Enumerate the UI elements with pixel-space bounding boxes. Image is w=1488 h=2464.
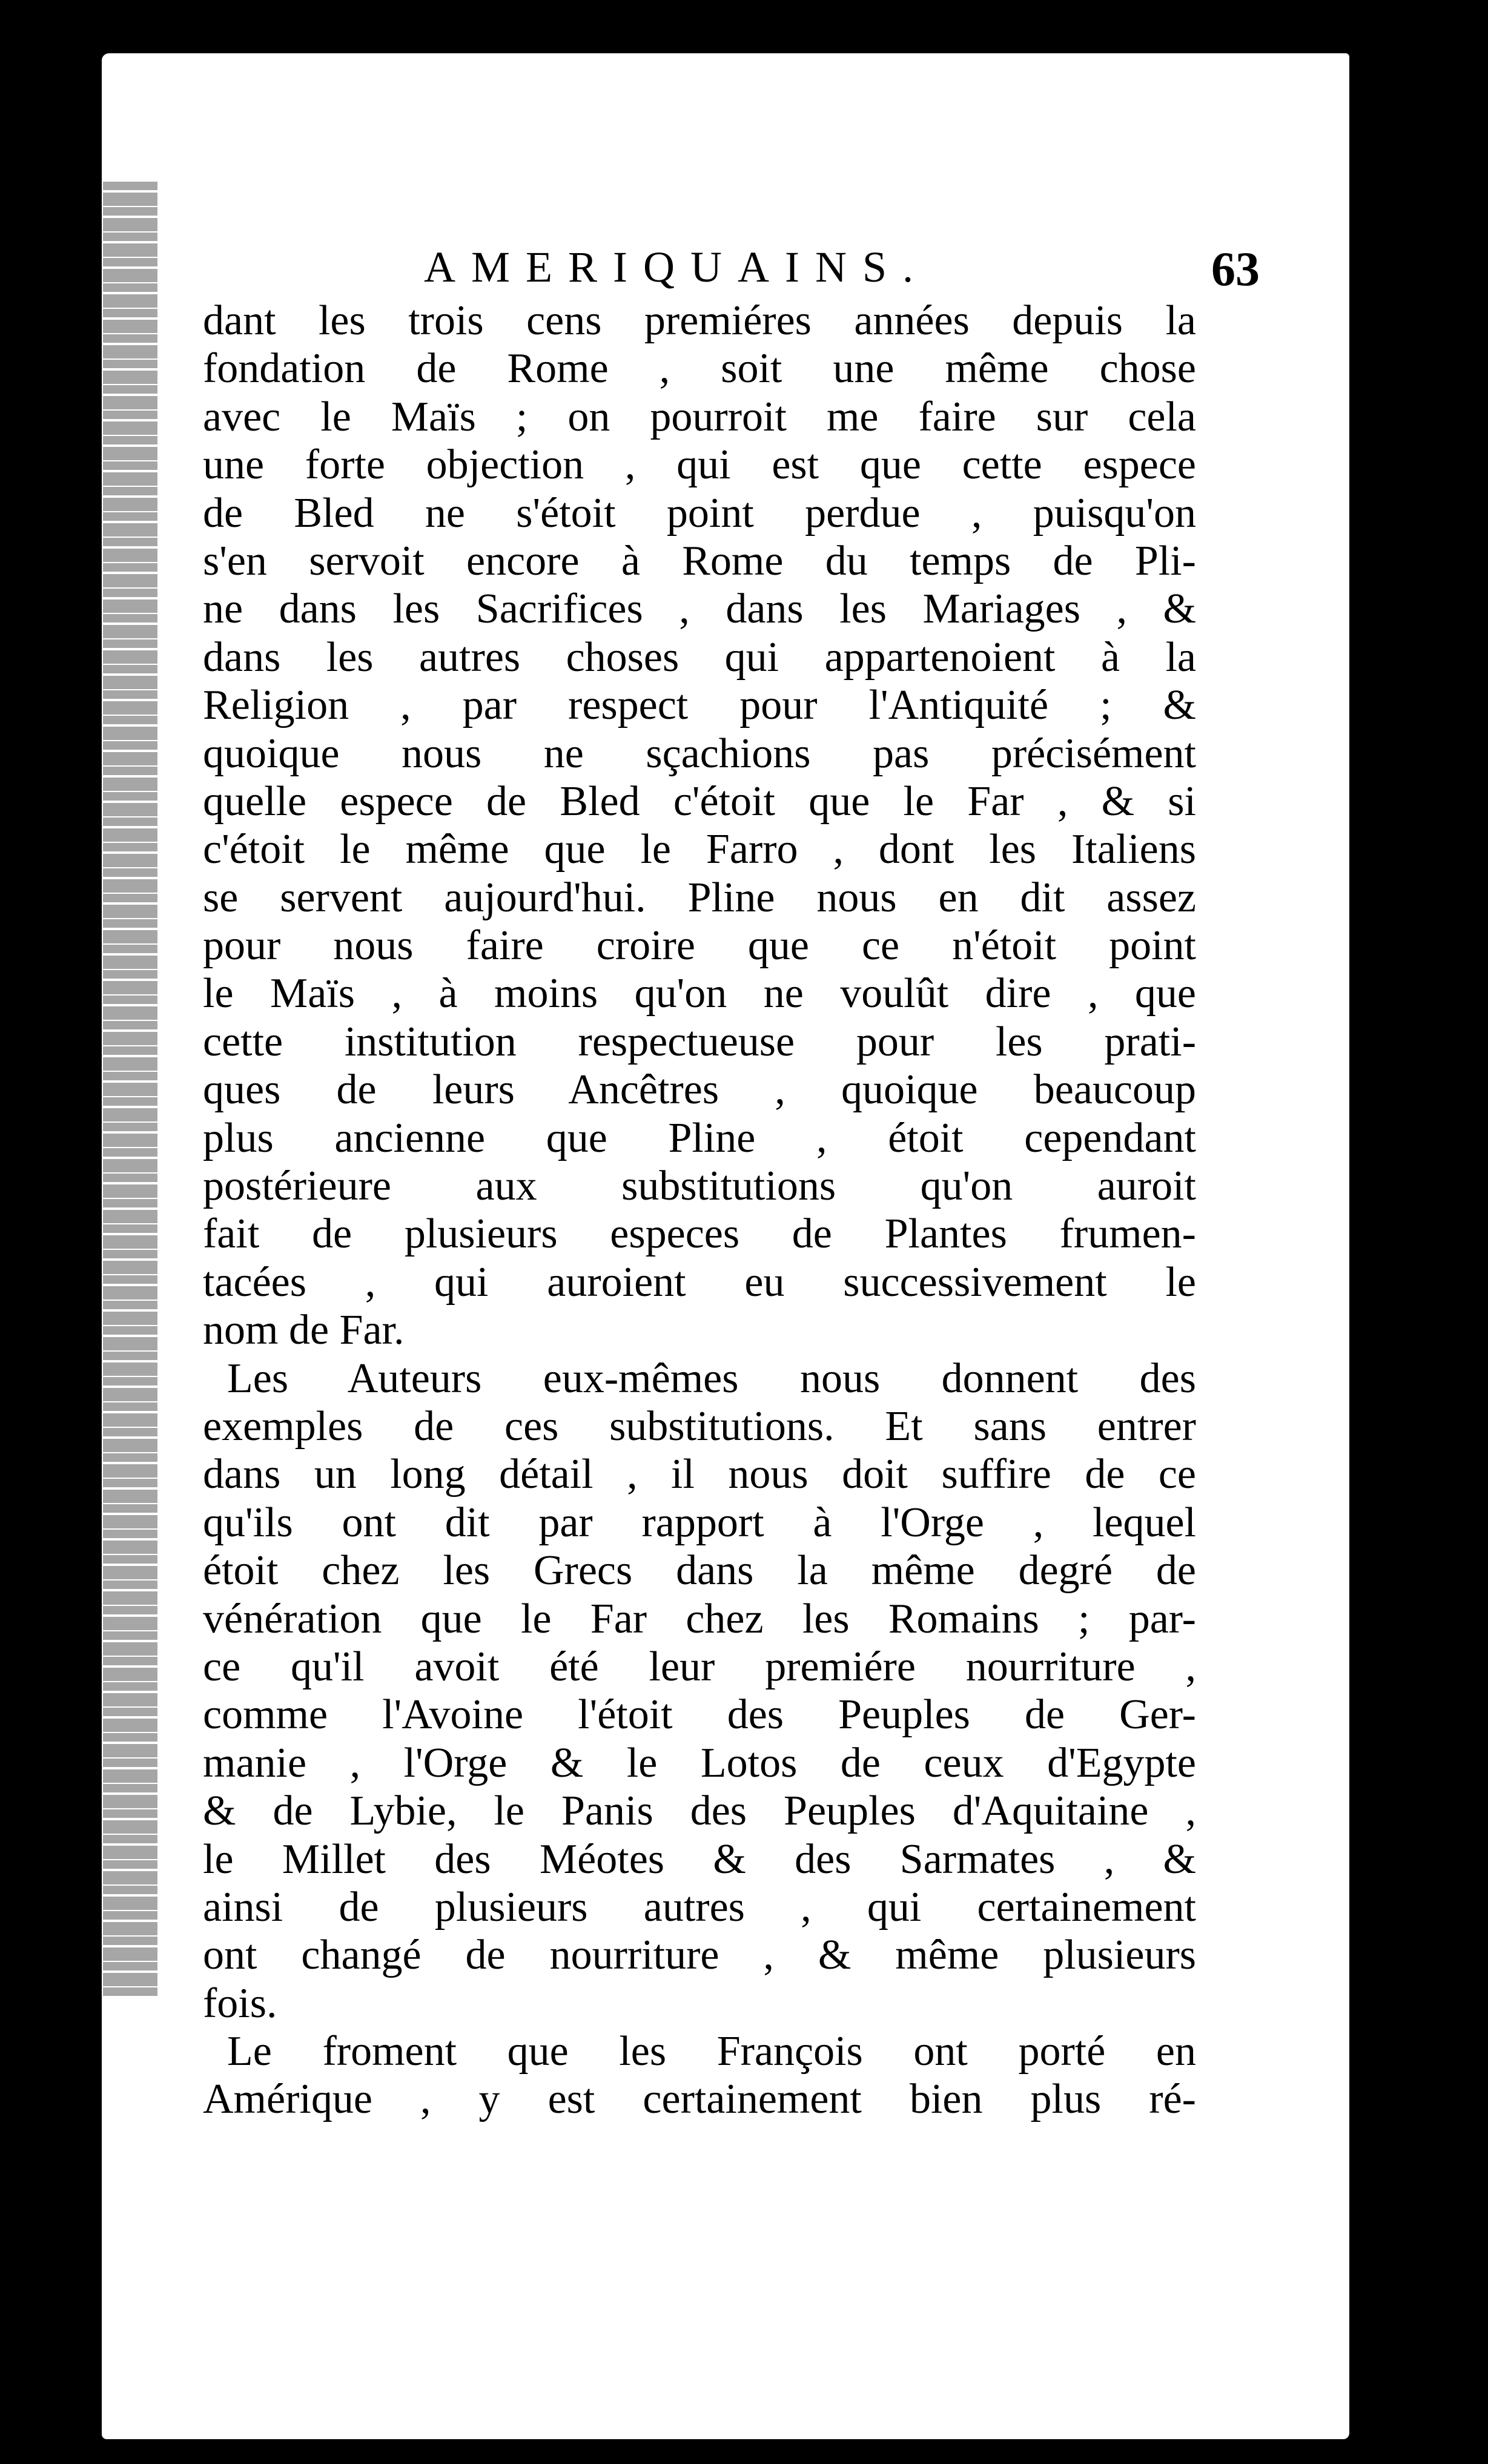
text-line: fois. <box>203 1980 277 2027</box>
text-line: ce qu'il avoit été leur premiére nourriture , <box>203 1643 1196 1690</box>
text-line: une forte objection , qui est que cette espece <box>203 441 1196 489</box>
text-line: quoique nous ne sçachions pas précisément <box>203 730 1196 777</box>
text-line: Religion , par respect pour l'Antiquité ; & <box>203 682 1196 729</box>
text-line: dans les autres choses qui appartenoient à la <box>203 633 1196 681</box>
text-line: se servent aujourd'hui. Pline nous en dit assez <box>203 874 1196 921</box>
text-line: fait de plusieurs especes de Plantes frumen- <box>203 1211 1196 1258</box>
text-line: dans un long détail , il nous doit suffire de ce <box>203 1451 1196 1498</box>
paragraph <box>203 297 1196 1355</box>
page-number: 63 <box>1211 243 1260 296</box>
text-line: postérieure aux substitutions qu'on auroit <box>203 1163 1196 1210</box>
text-line: c'étoit le même que le Farro , dont les Italiens <box>203 826 1196 873</box>
text-line: Les Auteurs eux-mêmes nous donnent des <box>227 1355 1196 1402</box>
text-line: qu'ils ont dit par rapport à l'Orge , lequel <box>203 1499 1196 1546</box>
text-line: exemples de ces substitutions. Et sans entrer <box>203 1402 1196 1450</box>
text-line: dant les trois cens premiéres années depuis la <box>203 297 1196 344</box>
text-line: nom de Far. <box>203 1307 405 1354</box>
body-text <box>203 297 1196 2124</box>
text-line: Amérique , y est certainement bien plus ré- <box>203 2076 1196 2123</box>
paragraph <box>203 2027 1196 2124</box>
text-line: plus ancienne que Pline , étoit cependant <box>203 1114 1196 1161</box>
text-line: ainsi de plusieurs autres , qui certainement <box>203 1883 1196 1931</box>
text-line: fondation de Rome , soit une même chose <box>203 345 1196 392</box>
running-title: AMERIQUAINS. <box>424 243 929 291</box>
text-line: le Millet des Méotes & des Sarmates , & <box>203 1835 1196 1883</box>
paragraph <box>203 1355 1196 2027</box>
text-line: pour nous faire croire que ce n'étoit point <box>203 922 1196 969</box>
text-line: & de Lybie, le Panis des Peuples d'Aquitaine , <box>203 1788 1196 1835</box>
text-line: manie , l'Orge & le Lotos de ceux d'Egypte <box>203 1739 1196 1786</box>
text-line: ont changé de nourriture , & même plusieurs <box>203 1932 1196 1979</box>
text-line: s'en servoit encore à Rome du temps de Pli- <box>203 537 1196 584</box>
corner-ink-mark <box>1367 2395 1382 2416</box>
text-line: étoit chez les Grecs dans la même degré de <box>203 1547 1196 1594</box>
page-edge-shadow <box>103 182 157 1998</box>
text-line: le Maïs , à moins qu'on ne voulût dire , que <box>203 970 1196 1017</box>
text-line: Le froment que les François ont porté en <box>227 2028 1196 2075</box>
text-line: vénération que le Far chez les Romains ; par- <box>203 1595 1196 1642</box>
text-line: avec le Maïs ; on pourroit me faire sur cela <box>203 393 1196 440</box>
text-line: cette institution respectueuse pour les prati- <box>203 1018 1196 1065</box>
text-line: quelle espece de Bled c'étoit que le Far , & si <box>203 778 1196 825</box>
text-line: tacées , qui auroient eu successivement le <box>203 1258 1196 1306</box>
text-line: comme l'Avoine l'étoit des Peuples de Ger- <box>203 1691 1196 1739</box>
text-line: ques de leurs Ancêtres , quoique beaucoup <box>203 1066 1196 1114</box>
text-line: de Bled ne s'étoit point perdue , puisqu'on <box>203 489 1196 537</box>
text-line: ne dans les Sacrifices , dans les Mariages , & <box>203 586 1196 633</box>
